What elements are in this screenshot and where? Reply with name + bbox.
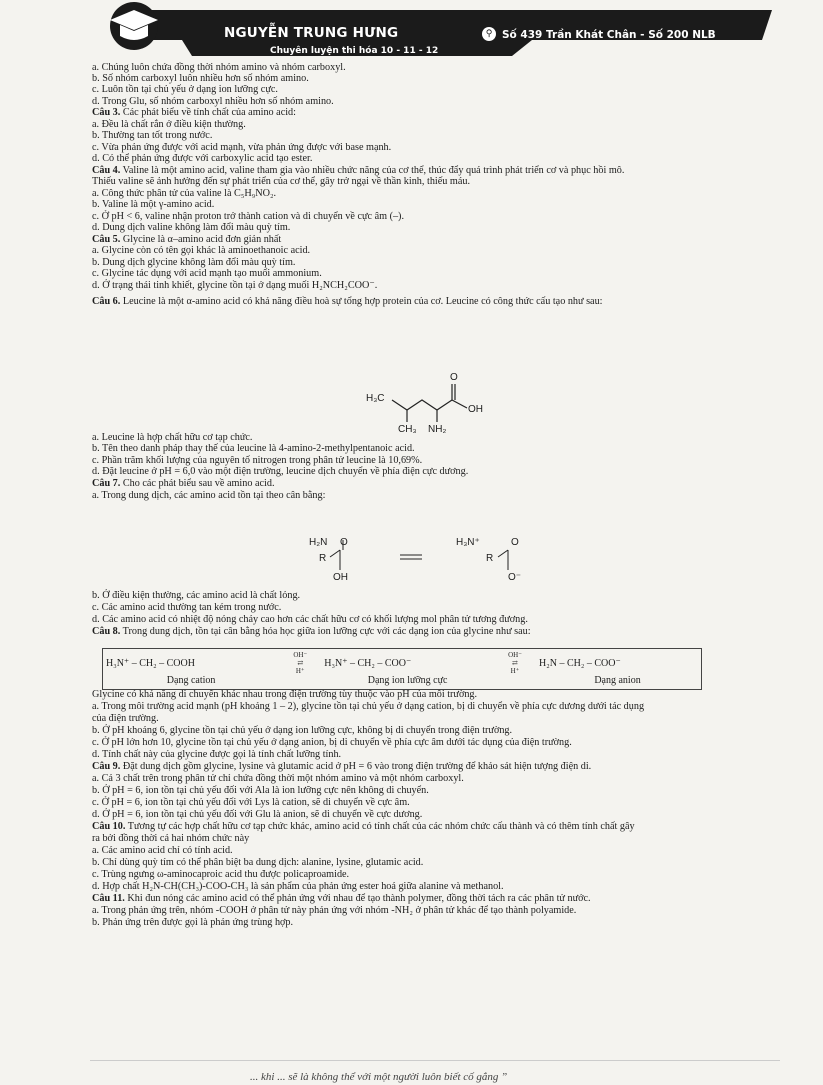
statement-line: b. Tên theo danh pháp thay thế của leucine là 4-amino-2-methylpentanoic acid.: [92, 443, 415, 454]
statement-line: a. Các amino acid chỉ có tính acid.: [92, 845, 233, 856]
leucine-oh: OH: [468, 404, 483, 415]
statement-line: a. Leucine là hợp chất hữu cơ tạp chức.: [92, 432, 253, 443]
statement-line: b. Thường tan tốt trong nước.: [92, 130, 213, 141]
statement-line: ra bởi đồng thời cả hai nhóm chức này: [92, 833, 250, 844]
question-line: Câu 9. Đặt dung dịch gồm glycine, lysine và glutamic acid ở pH = 6 vào trong điện trường để khảo sát hiện tượng điện di.: [92, 761, 592, 772]
statement-line: của điện trường.: [92, 713, 159, 724]
question-number: Câu 9.: [92, 761, 121, 772]
arrow-1: OH⁻ ⇄ H⁺: [293, 651, 308, 675]
label-anion: Dạng anion: [594, 675, 641, 686]
eq7-left-o: O: [340, 537, 348, 548]
footer-quote: ... khi ... sẽ là không thể với một người luôn biết cố gắng ”: [250, 1071, 508, 1083]
glycine-equilibrium-table: [102, 651, 700, 686]
eq7-left-amine: H₂N: [309, 537, 328, 548]
statement-line: d. Ở pH = 6, ion tồn tại chủ yếu đối với Glu là anion, sẽ di chuyển về cực dương.: [92, 809, 423, 820]
question-number: Câu 11.: [92, 893, 125, 904]
statement-line: a. Công thức phân tử của valine là C₅H₉NO₂.: [92, 188, 277, 199]
statement-line: b. Chỉ dùng quỳ tím có thể phân biệt ba dung dịch: alanine, lysine, glutamic acid.: [92, 857, 424, 868]
arrow-2: OH⁻ ⇄ H⁺: [508, 651, 522, 675]
eq7-right-amine: H₃N⁺: [456, 537, 480, 548]
statement-line: d. Ở trạng thái tinh khiết, glycine tồn tại ở dạng muối H₂NCH₂COO⁻.: [92, 280, 378, 291]
statement-line: a. Trong dung dịch, các amino acid tồn tại theo cân bằng:: [92, 490, 326, 501]
question-number: Câu 3.: [92, 107, 121, 118]
statement-line: c. Ở pH = 6, ion tồn tại chủ yếu đối với Lys là cation, sẽ di chuyển về cực âm.: [92, 797, 410, 808]
question-line: Câu 5. Glycine là α–amino acid đơn giản nhất: [92, 234, 282, 245]
center-name: NGUYỄN TRUNG HƯNG: [224, 25, 399, 41]
question-number: Câu 4.: [92, 165, 121, 176]
question-line: Câu 6. Leucine là một α-amino acid có khả năng điều hoà sự tổng hợp protein của cơ. Leucine có công thức cấu tạo như sau:: [92, 296, 603, 307]
question-number: Câu 8.: [92, 626, 121, 637]
statement-line: d. Hợp chất H₂N-CH(CH₃)-COO-CH₃ là sản phẩm của phản ứng ester hoá giữa alanine và methanol.: [92, 881, 504, 892]
eq7-left-oh: OH: [333, 572, 348, 583]
question-number: Câu 6.: [92, 296, 121, 307]
statement-line: c. Ở pH < 6, valine nhận proton trở thành cation và di chuyển về cực âm (–).: [92, 211, 404, 222]
statement-line: a. Đều là chất rắn ở điều kiện thường.: [92, 119, 246, 130]
label-cation: Dạng cation: [166, 675, 216, 686]
eq7-left-r: R: [319, 553, 327, 564]
eq7-right-ominus: O⁻: [508, 572, 522, 583]
leucine-ch3: CH₃: [398, 424, 417, 435]
glycine-zwitterion: H₃N⁺ – CH₂ – COO⁻: [324, 657, 412, 669]
statement-line: d. Tính chất này của glycine được gọi là tính chất lưỡng tính.: [92, 749, 342, 760]
statement-line: d. Có thể phản ứng được với carboxylic acid tạo ester.: [92, 153, 313, 164]
statement-line: c. Vừa phản ứng được với acid mạnh, vừa phản ứng được với base mạnh.: [92, 142, 392, 153]
statement-line: c. Phần trăm khối lượng của nguyên tố nitrogen trong phân tử leucine là 10,69%.: [92, 455, 423, 466]
question-line: Câu 7. Cho các phát biểu sau về amino acid.: [92, 478, 275, 489]
question-line: Câu 11. Khi đun nóng các amino acid có thể phản ứng với nhau để tạo thành polymer, đồng thời tách ra các phân tử nước.: [92, 893, 591, 904]
question-number: Câu 7.: [92, 478, 121, 489]
statement-line: d. Dung dịch valine không làm đổi màu quỳ tím.: [92, 222, 291, 233]
statement-line: b. Valine là một γ-amino acid.: [92, 199, 215, 210]
center-address: Số 439 Trần Khát Chân - Số 200 NLB: [502, 29, 716, 41]
leucine-nh2: NH₂: [428, 424, 447, 435]
graduation-cap-icon: [102, 0, 162, 58]
statement-line: d. Đặt leucine ở pH = 6,0 vào một điện trường, leucine dịch chuyển về phía điện cực dương.: [92, 466, 469, 477]
statement-line: Thiếu valine sẽ ảnh hưởng đến sự phát triển của cơ thể, gây trở ngại về thần kinh, thiếu máu.: [92, 176, 471, 187]
statement-line: b. Phản ứng trên được gọi là phản ứng trùng hợp.: [92, 917, 294, 928]
question-line: Câu 10. Tương tự các hợp chất hữu cơ tạp chức khác, amino acid có tính chất của các nhóm chức cấu thành và có thêm tính chất gây: [92, 821, 635, 832]
statement-line: d. Các amino acid có nhiệt độ nóng chảy cao hơn các chất hữu cơ có khối lượng mol phân tử tương đương.: [92, 614, 528, 625]
statement-line: b. Số nhóm carboxyl luôn nhiều hơn số nhóm amino.: [92, 73, 309, 84]
statement-line: Glycine có khả năng di chuyển khác nhau trong điện trường tùy thuộc vào pH của môi trường.: [92, 689, 478, 700]
statement-line: b. Dung dịch glycine không làm đổi màu quỳ tím.: [92, 257, 296, 268]
question-line: Câu 3. Các phát biểu về tính chất của amino acid:: [92, 107, 296, 118]
statement-line: c. Ở pH lớn hơn 10, glycine tồn tại chủ yếu ở dạng anion, bị di chuyển về phía cực âm dưới tác dụng của điện trường.: [92, 737, 572, 748]
statement-line: a. Chúng luôn chứa đồng thời nhóm amino và nhóm carboxyl.: [92, 62, 346, 73]
statement-line: a. Trong phản ứng trên, nhóm -COOH ở phân tử này phản ứng với nhóm -NH₂ ở phân tử khác để tạo thành polyamide.: [92, 905, 577, 916]
statement-line: d. Trong Glu, số nhóm carboxyl nhiều hơn số nhóm amino.: [92, 96, 334, 107]
question-number: Câu 10.: [92, 821, 126, 832]
question-number: Câu 5.: [92, 234, 121, 245]
header-banner: [72, 0, 772, 58]
statement-line: b. Ở pH = 6, ion tồn tại chủ yếu đối với Ala là ion lưỡng cực nên không di chuyển.: [92, 785, 429, 796]
statement-line: a. Cả 3 chất trên trong phân tử chỉ chứa đồng thời một nhóm amino và một nhóm carboxyl.: [92, 773, 464, 784]
center-subtitle: Chuyên luyện thi hóa 10 - 11 - 12: [270, 46, 439, 56]
statement-line: a. Glycine còn có tên gọi khác là aminoethanoic acid.: [92, 245, 311, 256]
question-line: Câu 8. Trong dung dịch, tồn tại cân bằng hóa học giữa ion lưỡng cực với các dạng ion của glycine như sau:: [92, 626, 531, 637]
eq7-right-r: R: [486, 553, 494, 564]
glycine-anion: H₂N – CH₂ – COO⁻: [539, 657, 621, 669]
statement-line: c. Các amino acid thường tan kém trong nước.: [92, 602, 282, 613]
location-pin-icon: ⚲: [482, 27, 496, 41]
leucine-h3c: H₃C: [366, 393, 385, 404]
label-zwitterion: Dạng ion lưỡng cực: [367, 675, 448, 686]
leucine-o: O: [450, 372, 458, 383]
statement-line: c. Trùng ngưng ω-aminocaproic acid thu được policaproamide.: [92, 869, 350, 880]
statement-line: c. Luôn tồn tại chủ yếu ở dạng ion lưỡng cực.: [92, 84, 278, 95]
question-line: Câu 4. Valine là một amino acid, valine tham gia vào nhiều chức năng của cơ thể, thúc đẩy quá trình phát triển cơ và phục hồi mô.: [92, 165, 625, 176]
footer-divider: [90, 1060, 780, 1061]
statement-line: a. Trong môi trường acid mạnh (pH khoảng 1 – 2), glycine tồn tại chủ yếu ở dạng cation, bị di chuyển về phía cực dương dưới tác dụng: [92, 701, 645, 712]
eq7-right-o: O: [511, 537, 519, 548]
statement-line: c. Glycine tác dụng với acid mạnh tạo muối ammonium.: [92, 268, 322, 279]
statement-line: b. Ở pH khoảng 6, glycine tồn tại chủ yếu ở dạng ion lưỡng cực, không bị di chuyển trong điện trường.: [92, 725, 513, 736]
glycine-cation: H₃N⁺ – CH₂ – COOH: [106, 657, 195, 669]
statement-line: b. Ở điều kiện thường, các amino acid là chất lỏng.: [92, 590, 301, 601]
